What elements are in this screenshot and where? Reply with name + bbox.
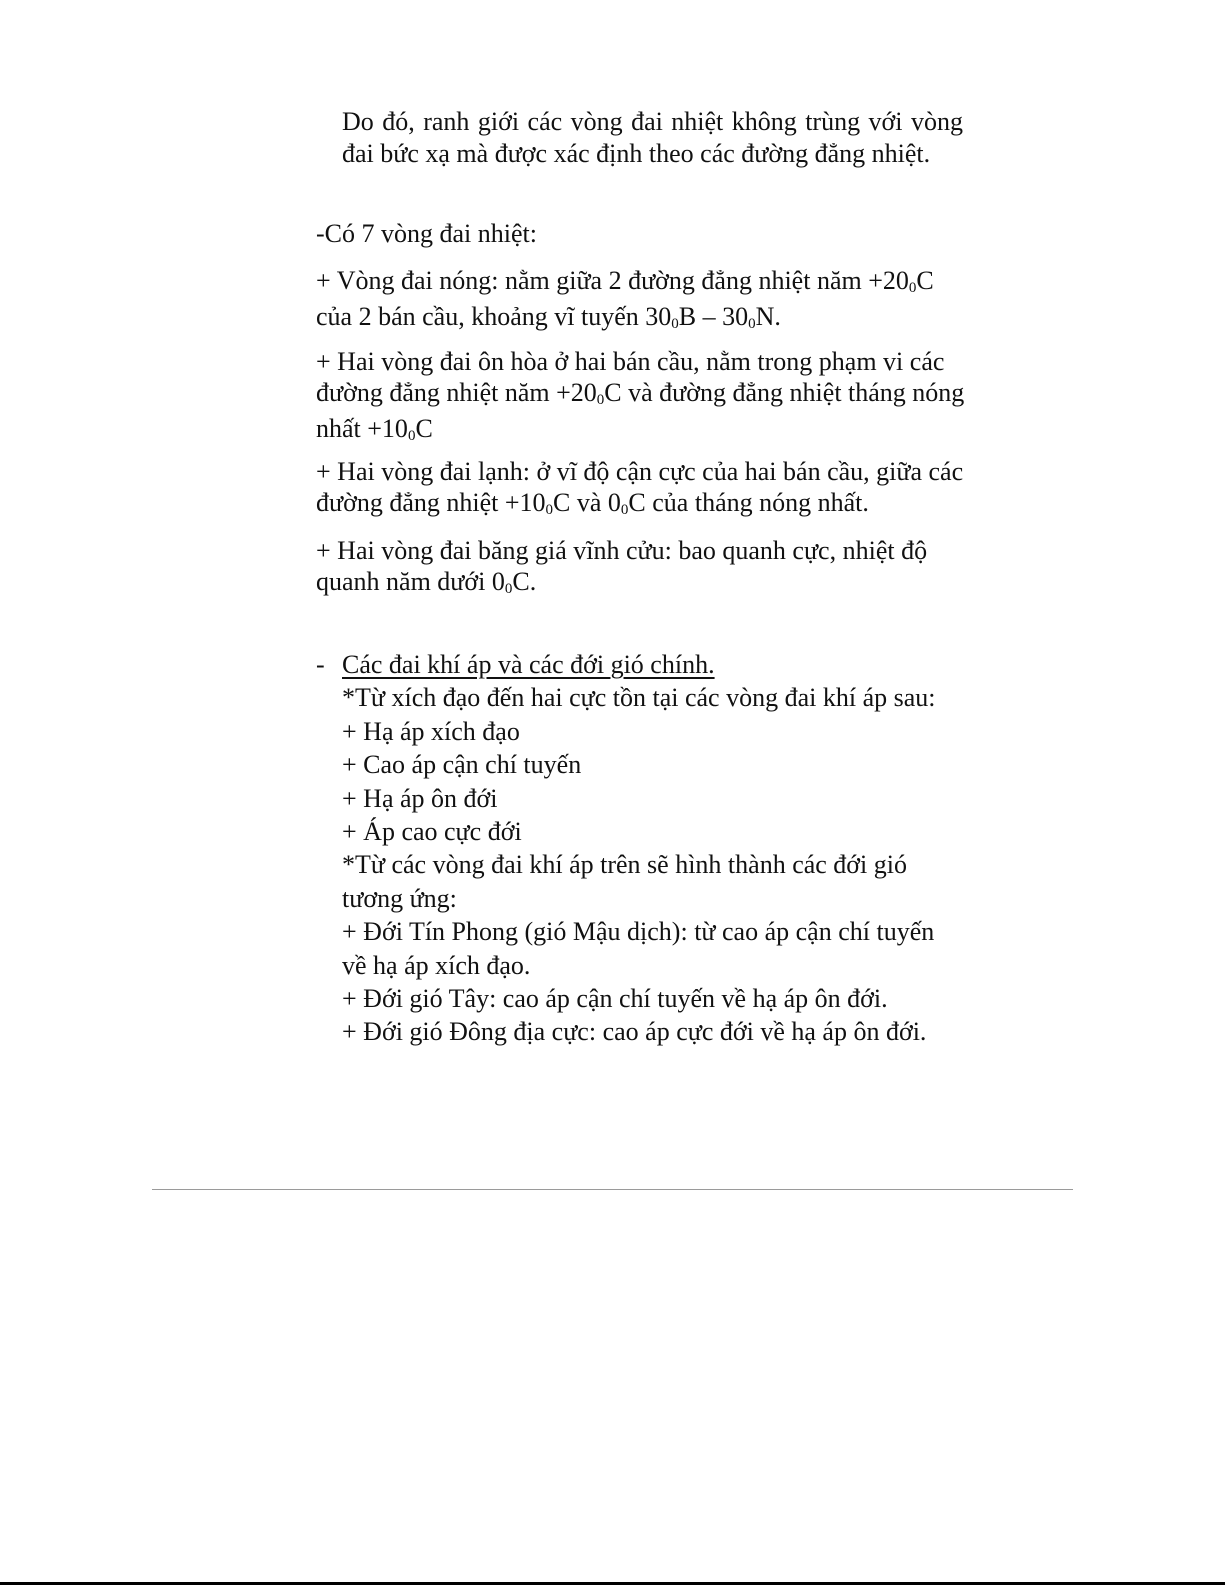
zone-temperate-paragraph: + Hai vòng đai ôn hòa ở hai bán cầu, nằm trong phạm vi các đường đẳng nhiệt năm +200C và đường đẳng nhiệt tháng nóng nhất +100C [316, 347, 965, 444]
zone-frost-paragraph: + Hai vòng đai băng giá vĩnh cửu: bao quanh cực, nhiệt độ quanh năm dưới 00C. [316, 536, 928, 597]
list-item: + Áp cao cực đới [342, 817, 522, 847]
list-item: + Đới gió Tây: cao áp cận chí tuyến về hạ áp ôn đới. [342, 984, 888, 1014]
pressure-list [342, 648, 976, 1049]
list-item: + Hạ áp ôn đới [342, 783, 498, 813]
zone-cold-paragraph: + Hai vòng đai lạnh: ở vĩ độ cận cực của hai bán cầu, giữa các đường đẳng nhiệt +100C và 00C của tháng nóng nhất. [316, 457, 964, 518]
list-item: *Từ các vòng đai khí áp trên sẽ hình thành các đới gió [342, 850, 908, 880]
list-dash: - [316, 650, 325, 679]
list-item: tương ứng: [342, 883, 457, 913]
list-item: + Đới Tín Phong (gió Mậu dịch): từ cao áp cận chí tuyến [342, 917, 935, 947]
list-item: + Cao áp cận chí tuyến [342, 750, 582, 780]
list-item: về hạ áp xích đạo. [342, 950, 531, 980]
list-item: *Từ xích đạo đến hai cực tồn tại các vòng đai khí áp sau: [342, 683, 936, 713]
page-divider [152, 1189, 1073, 1190]
intro-paragraph: Do đó, ranh giới các vòng đai nhiệt không trùng với vòng đai bức xạ mà được xác định theo các đường đẳng nhiệt. [342, 107, 963, 168]
list-item: + Hạ áp xích đạo [342, 716, 520, 746]
zone-hot-paragraph: + Vòng đai nóng: nằm giữa 2 đường đẳng nhiệt năm +200C của 2 bán cầu, khoảng vĩ tuyến 300B – 300N. [316, 266, 934, 332]
pressure-heading: Các đai khí áp và các đới gió chính. [342, 650, 715, 679]
list-item: + Đới gió Đông địa cực: cao áp cực đới về hạ áp ôn đới. [342, 1017, 927, 1047]
zones-heading: -Có 7 vòng đai nhiệt: [316, 219, 537, 248]
